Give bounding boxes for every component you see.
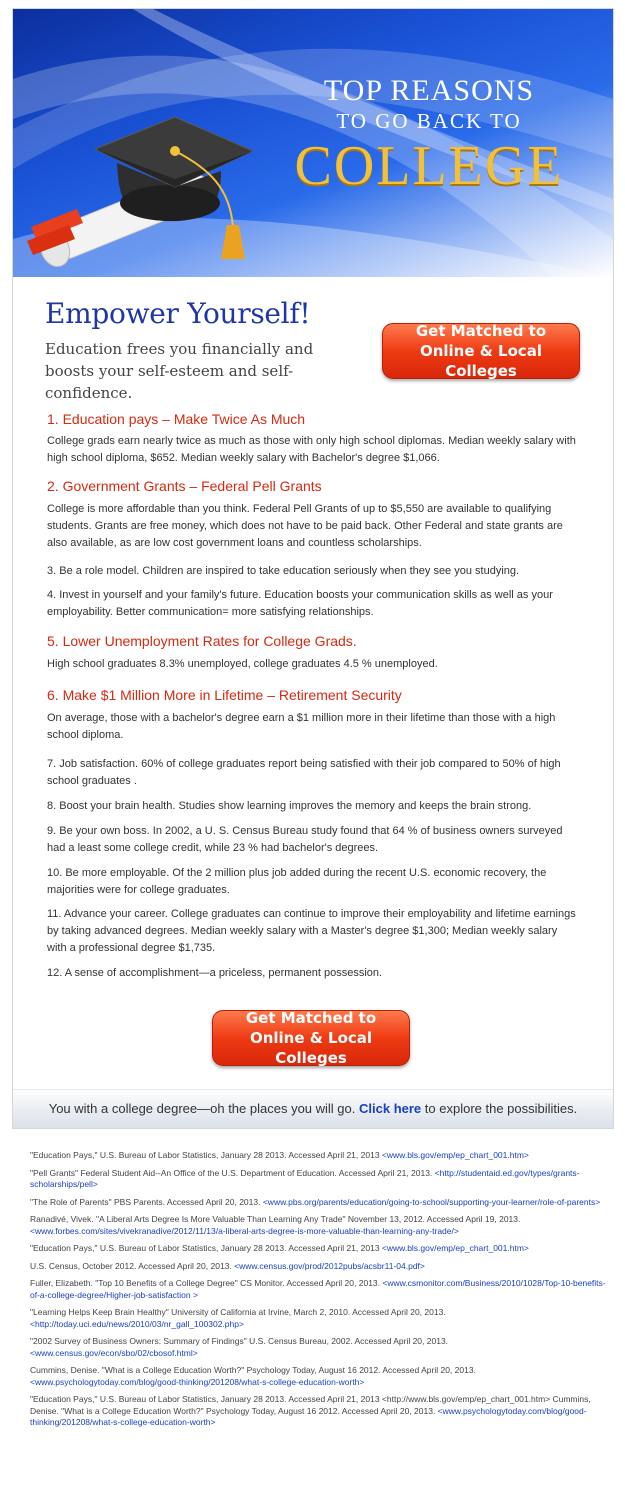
reason-2-title: 2. Government Grants – Federal Pell Grants: [47, 478, 322, 494]
citation-link[interactable]: <http://today.uci.edu/news/2010/03/nr_gall_100302.php>: [30, 1318, 244, 1329]
citation-item: [30, 1197, 610, 1209]
reason-5-body: High school graduates 8.3% unemployed, college graduates 4.5 % unemployed.: [47, 658, 438, 670]
footer-text-after: to explore the possibilities.: [424, 1101, 578, 1116]
reason-11-body: 11. Advance your career. College graduates can continue to improve their employability and lifetime earnings by taking advanced degrees. Median weekly salary with a Master's degree $1,300; Median weekly salary with a professional degree $1,735.: [47, 908, 576, 954]
footer-text-before: You with a college degree—oh the places you will go.: [48, 1101, 356, 1116]
hero-banner: [13, 9, 613, 277]
hero-title: [289, 75, 569, 197]
citation-link[interactable]: <www.psychologytoday.com/blog/good-thinking/201208/what-s-college-education-worth>: [30, 1405, 587, 1427]
citations-list: [30, 1150, 610, 1435]
reason-3-body: 3. Be a role model. Children are inspired to take education seriously when they see you studying.: [47, 565, 520, 577]
reason-1-body: College grads earn nearly twice as much as those with only high school diplomas. Median weekly salary with high school diploma, $652. Median weekly salary with Bachelor's degree $1,066.: [47, 435, 576, 464]
citation-item: [30, 1394, 610, 1429]
reason-5-title: 5. Lower Unemployment Rates for College Grads.: [47, 633, 357, 649]
citation-item: [30, 1278, 610, 1301]
cta-line2: Online & Local Colleges: [419, 342, 543, 380]
citation-text: U.S. Census, October 2012. Accessed April 20, 2013.: [30, 1260, 235, 1271]
citation-item: [30, 1365, 610, 1388]
cta-line2: Online & Local Colleges: [249, 1029, 373, 1067]
reason-2-body: College is more affordable than you think. Federal Pell Grants of up to $5,550 are available to qualifying students. Grants are free money, which does not have to be paid back. Other Federal and state grants are also available, as are low cost government loans and countless scholarships.: [47, 503, 563, 549]
reason-4-body: 4. Invest in yourself and your family's future. Education boosts your communication skills as well as your employability. Better communication= more satisfying relationships.: [47, 589, 553, 618]
citation-text: Cummins, Denise. "What is a College Education Worth?" Psychology Today, August 16 2012. Accessed April 20, 2013.: [30, 1365, 476, 1375]
reason-10-body: 10. Be more employable. Of the 2 million plus job added during the recent U.S. economic recovery, the majorities were for college graduates.: [47, 867, 547, 896]
citation-text: "2002 Survey of Business Owners: Summary of Findings" U.S. Census Bureau, 2002. Accessed April 20, 2013.: [30, 1336, 449, 1346]
reason-6-body: On average, those with a bachelor's degree earn a $1 million more in their lifetime than those with a high school diploma.: [47, 712, 556, 741]
citation-item: [30, 1168, 610, 1191]
citation-item: [30, 1307, 610, 1330]
citation-item: [30, 1243, 610, 1255]
intro-heading: Empower Yourself!: [45, 297, 311, 330]
citation-link[interactable]: <www.census.gov/econ/sbo/02/cbosof.html>: [30, 1347, 198, 1358]
citation-text: Ranadivé, Vivek. "A Liberal Arts Degree Is More Valuable Than Learning Any Trade" November 13, 2012. Accessed April 19, 2013.: [30, 1214, 521, 1224]
get-matched-button-bottom[interactable]: [212, 1010, 410, 1066]
footer-bar: [13, 1089, 613, 1128]
reason-1-title: 1. Education pays – Make Twice As Much: [47, 411, 306, 427]
citation-item: [30, 1214, 610, 1237]
cta-line1: Get Matched to: [415, 322, 547, 340]
citation-item: [30, 1150, 610, 1162]
hero-title-line3: COLLEGE: [294, 135, 564, 197]
citation-text: "Pell Grants" Federal Student Aid--An Office of the U.S. Department of Education. Accessed April 21, 2013.: [30, 1167, 435, 1178]
citation-text: "Education Pays," U.S. Bureau of Labor Statistics, January 28 2013. Accessed April 21, 2013: [30, 1150, 382, 1160]
reason-8-body: 8. Boost your brain health. Studies show learning improves the memory and keeps the brain strong.: [47, 800, 532, 812]
citation-text: Fuller, Elizabeth. "Top 10 Benefits of a College Degree" CS Monitor. Accessed April 20, 2013.: [30, 1278, 383, 1288]
reason-12-body: 12. A sense of accomplishment—a priceless, permanent possession.: [47, 967, 383, 979]
reason-7-body: 7. Job satisfaction. 60% of college graduates report being satisfied with their job compared to 50% of high school graduates .: [47, 758, 561, 787]
intro-text: Education frees you financially and boosts your self-esteem and self-confidence.: [45, 340, 314, 402]
citation-link[interactable]: <www.pbs.org/parents/education/going-to-school/supporting-your-learner/role-of-parents>: [262, 1196, 601, 1207]
reason-9-body: 9. Be your own boss. In 2002, a U. S. Census Bureau study found that 64 % of business owners surveyed had a least some college credit, while 23 % had bachelor's degrees.: [47, 825, 563, 854]
get-matched-button-top[interactable]: [382, 323, 580, 379]
graduation-cap-icon: [25, 109, 255, 277]
citation-text: "The Role of Parents" PBS Parents. Accessed April 20, 2013.: [30, 1196, 263, 1207]
hero-title-line1: TOP REASONS: [323, 74, 535, 107]
citation-text: "Learning Helps Keep Brain Healthy" University of California at Irvine, March 2, 2010. Accessed April 20, 2013.: [30, 1307, 446, 1317]
citation-link[interactable]: <www.forbes.com/sites/vivekranadive/2012/11/13/a-liberal-arts-degree-is-more-valuable-than-learning-any-trade/>: [30, 1225, 459, 1236]
citation-link[interactable]: <www.psychologytoday.com/blog/good-thinking/201208/what-s-college-education-worth>: [30, 1376, 365, 1387]
citation-link[interactable]: <www.census.gov/prod/2012pubs/acsbr11-04.pdf>: [234, 1260, 425, 1271]
hero-title-line2: TO GO BACK TO: [336, 109, 522, 133]
citation-item: [30, 1336, 610, 1359]
citation-link[interactable]: <http://studentaid.ed.gov/types/grants-scholarships/pell>: [30, 1167, 580, 1189]
citation-text: "Education Pays," U.S. Bureau of Labor Statistics, January 28 2013. Accessed April 21, 2013: [30, 1243, 382, 1253]
citation-link[interactable]: <www.csmonitor.com/Business/2010/1028/Top-10-benefits-of-a-college-degree/Higher-job-satisfaction >: [30, 1278, 606, 1300]
click-here-link[interactable]: Click here: [359, 1101, 422, 1116]
citation-text: "Education Pays," U.S. Bureau of Labor Statistics, January 28 2013. Accessed April 21, 2013 <http://www.bls.gov/emp/ep_chart_001.htm> Cummins, Denise. "What is a College Education Worth?" Psychology Today, August 16 2012. Accessed April 20, 2013.: [30, 1394, 591, 1416]
citation-item: [30, 1261, 610, 1273]
citation-link[interactable]: <www.bls.gov/emp/ep_chart_001.htm>: [381, 1243, 529, 1253]
cta-line1: Get Matched to: [245, 1009, 377, 1027]
reason-6-title: 6. Make $1 Million More in Lifetime – Retirement Security: [47, 687, 402, 703]
citation-link[interactable]: <www.bls.gov/emp/ep_chart_001.htm>: [381, 1150, 529, 1160]
email-card: [12, 8, 614, 1129]
